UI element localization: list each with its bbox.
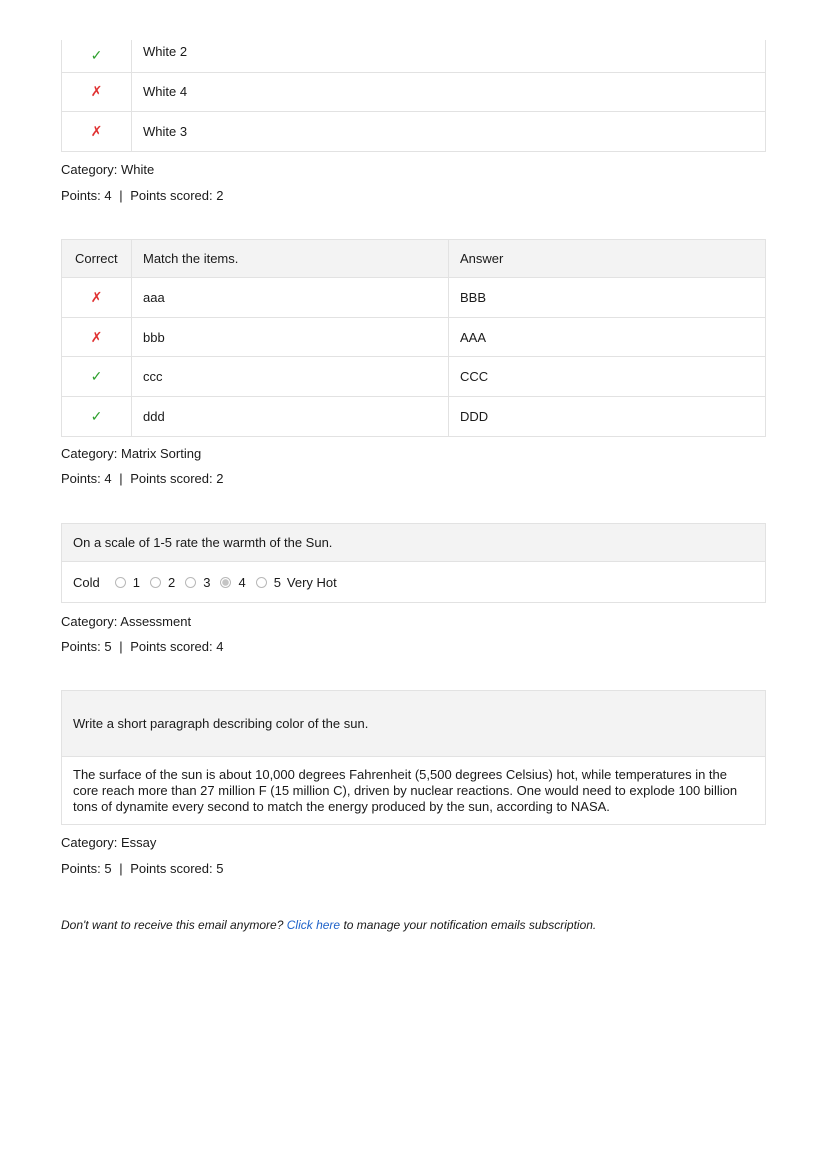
match-item: ddd [132, 397, 449, 437]
match-item: ccc [132, 357, 449, 397]
answer-text: White 2 [132, 40, 766, 72]
category-value: Assessment [120, 614, 192, 629]
points-scored-label: Points scored: [130, 188, 213, 203]
unsubscribe-footer [61, 918, 596, 932]
rating-option-label: 2 [167, 574, 176, 590]
assessment-question [61, 523, 766, 603]
radio-icon [150, 577, 161, 588]
rating-option-1[interactable] [115, 575, 140, 590]
points-value: 5 [104, 861, 112, 876]
category-line [61, 446, 201, 462]
points-scored-label: Points scored: [130, 471, 213, 486]
separator: | [119, 188, 123, 203]
match-answer: AAA [449, 318, 766, 357]
match-answer: DDD [449, 397, 766, 437]
correct-check-icon: ✓ [62, 357, 132, 397]
points-value: 4 [104, 188, 112, 203]
points-label: Points: [61, 471, 101, 486]
match-answer: CCC [449, 357, 766, 397]
table-row [62, 278, 766, 318]
separator: | [119, 471, 123, 486]
points-value: 4 [104, 471, 112, 486]
question-text: Write a short paragraph describing color of the sun. [73, 716, 369, 731]
separator: | [119, 639, 123, 654]
footer-text-before: Don't want to receive this email anymore? [61, 918, 284, 932]
white-question [61, 40, 766, 152]
matrix-table [61, 239, 766, 437]
points-scored-label: Points scored: [130, 639, 213, 654]
category-value: Matrix Sorting [121, 446, 202, 461]
category-value: White [121, 162, 155, 177]
category-line [61, 614, 191, 630]
points-value: 5 [104, 639, 112, 654]
radio-icon [115, 577, 126, 588]
answer-text: White 3 [132, 111, 766, 151]
points-scored-value: 4 [216, 639, 224, 654]
table-row [62, 357, 766, 397]
match-item: bbb [132, 318, 449, 357]
separator: | [119, 861, 123, 876]
category-line [61, 835, 156, 851]
table-row [62, 40, 766, 72]
incorrect-cross-icon: ✗ [62, 72, 132, 111]
rating-scale [62, 562, 765, 602]
points-line [61, 471, 223, 487]
rating-option-label: 3 [203, 574, 211, 590]
points-scored-label: Points scored: [130, 861, 213, 876]
footer-text-after: to manage your notification emails subscription. [343, 918, 597, 932]
rating-option-3[interactable] [185, 575, 210, 590]
header-match-items: Match the items. [132, 240, 449, 278]
match-answer: BBB [449, 278, 766, 318]
category-line [61, 162, 154, 178]
rating-option-label: 5 [273, 574, 281, 590]
points-line [61, 861, 223, 877]
answer-text: White 4 [132, 72, 766, 111]
radio-icon [256, 577, 267, 588]
essay-answer: The surface of the sun is about 10,000 degrees Fahrenheit (5,500 degrees Celsius) hot, while temperatures in the core reach more than 27 million F (15 million C), driven by nuclear reactions. One would need to explode 100 billion tons of dynamite every second to match the energy produced by the sun, according to NASA. [73, 767, 738, 814]
rating-option-label: 1 [132, 574, 140, 590]
correct-check-icon: ✓ [62, 40, 132, 72]
category-label: Category: [61, 162, 118, 177]
correct-check-icon: ✓ [62, 397, 132, 437]
category-label: Category: [61, 835, 118, 850]
matrix-question [61, 239, 766, 437]
rating-option-label: 4 [238, 574, 246, 590]
points-line [61, 639, 223, 655]
table-row [62, 318, 766, 357]
question-header [62, 691, 765, 757]
rating-option-2[interactable] [150, 575, 175, 590]
radio-icon [185, 577, 196, 588]
incorrect-cross-icon: ✗ [62, 111, 132, 151]
essay-question [61, 690, 766, 825]
points-line [61, 188, 223, 204]
question-header [62, 524, 765, 562]
scale-low-label: Cold [73, 574, 100, 590]
manage-subscription-link[interactable]: Click here [286, 918, 341, 932]
white-answer-table [61, 40, 766, 152]
table-row [62, 72, 766, 111]
scale-high-label: Very Hot [286, 574, 337, 590]
rating-option-4[interactable] [220, 575, 245, 590]
points-scored-value: 2 [216, 471, 224, 486]
category-label: Category: [61, 614, 118, 629]
table-row [62, 111, 766, 151]
category-label: Category: [61, 446, 118, 461]
question-text: On a scale of 1-5 rate the warmth of the Sun. [73, 535, 333, 550]
header-answer: Answer [449, 240, 766, 278]
header-correct: Correct [62, 240, 132, 278]
points-scored-value: 2 [216, 188, 224, 203]
rating-option-5[interactable] [256, 575, 281, 590]
incorrect-cross-icon: ✗ [62, 318, 132, 357]
incorrect-cross-icon: ✗ [62, 278, 132, 318]
points-scored-value: 5 [216, 861, 224, 876]
points-label: Points: [61, 188, 101, 203]
category-value: Essay [121, 835, 157, 850]
match-item: aaa [132, 278, 449, 318]
points-label: Points: [61, 861, 101, 876]
points-label: Points: [61, 639, 101, 654]
radio-selected-icon [220, 577, 231, 588]
table-row [62, 397, 766, 437]
table-header-row [62, 240, 766, 278]
